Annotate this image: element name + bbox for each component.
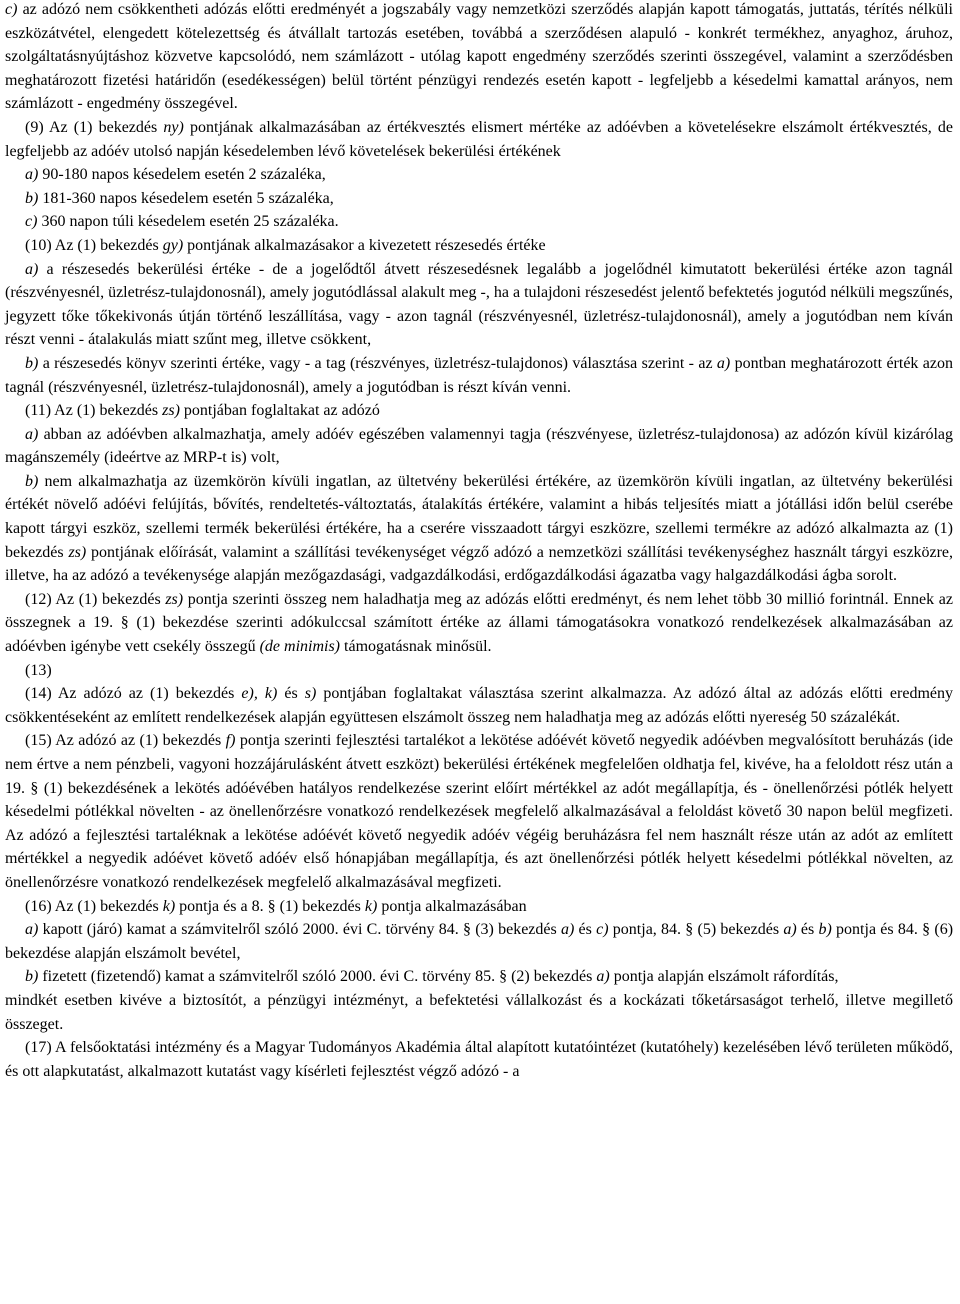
italic-reference: (de minimis) <box>259 638 341 656</box>
paragraph-8c <box>5 0 953 116</box>
text-run: és <box>796 921 819 939</box>
italic-reference: f) <box>225 732 236 750</box>
italic-reference: a) <box>25 260 39 278</box>
text-run: pontjának alkalmazásakor a kivezetett részesedés értéke <box>183 236 546 254</box>
italic-reference: zs) <box>68 543 87 561</box>
list-item-11a <box>5 423 953 470</box>
italic-reference: a) <box>25 166 39 184</box>
italic-reference: k) <box>364 897 378 915</box>
text-run: az adózó nem csökkentheti adózás előtti eredményét a jogszabály vagy nemzetközi szerződés alapján kapott támogatás, juttatás, térítés nélküli eszközátvétel, elengedett kötelezettség és átvállalt tartozás esetében, továbbá a szerződésen alapuló - konkrét termékhez, anyaghoz, áruhoz, szolgáltatásnyújtáshoz közvetve kapcsolódó, nem számlázott - utólag kapott engedmény szerződés szerinti összegével, valamint a szerződésben meghatározott fizetési határidőn (esedékességen) belül történt pénzügyi rendezés esetén kapott - legfeljebb a késedelmi kamattal arányos, nem számlázott - engedmény összegével. <box>5 1 953 113</box>
text-run: (14) Az adózó az (1) bekezdés <box>25 685 242 703</box>
italic-reference: a) <box>560 921 575 939</box>
italic-reference: a) <box>596 968 610 986</box>
text-run: támogatásnak minősül. <box>340 638 492 656</box>
paragraph-11 <box>5 399 953 423</box>
italic-reference: a) <box>716 354 731 372</box>
text-run: fizetett (fizetendő) kamat a számvitelről szóló 2000. évi C. törvény 85. § (2) bekezdés <box>38 968 597 986</box>
text-run: abban az adóévben alkalmazhatja, amely adóév egészében valamennyi tagja (részvényese, üzletrész-tulajdonosa) az adózón kívül kizárólag magánszemély (ideértve az MRP-t is) volt, <box>5 425 953 467</box>
list-item-9c <box>5 210 953 234</box>
paragraph-14 <box>5 682 953 729</box>
paragraph-9 <box>5 116 953 163</box>
text-run: 181-360 napos késedelem esetén 5 százaléka, <box>38 189 334 207</box>
text-run: (15) Az adózó az (1) bekezdés <box>25 732 226 750</box>
italic-reference: s) <box>304 685 317 703</box>
list-item-11b <box>5 470 953 588</box>
text-run: 90-180 napos késedelem esetén 2 százaléka, <box>38 166 326 184</box>
paragraph-13 <box>5 659 953 683</box>
text-run: (16) Az (1) bekezdés <box>25 897 163 915</box>
text-run: a részesedés könyv szerinti értéke, vagy - a tag (részvényes, üzletrész-tulajdonos) választása szerint - az <box>38 354 717 372</box>
paragraph-16-closing <box>5 989 953 1036</box>
text-run: (17) A felsőoktatási intézmény és a Magyar Tudományos Akadémia által alapított kutatóintézet (kutatóhely) kezelésében lévő területen működő, és ott alapkutatást, alkalmazott kutatást vagy kísérleti fejlesztést végző adózó - a <box>5 1039 953 1080</box>
list-item-9b <box>5 187 953 211</box>
italic-reference: b) <box>25 189 39 207</box>
text-run: pontja szerinti összeg nem haladhatja meg az adózás előtti eredményt, és nem lehet több 30 millió forintnál. Ennek az összegnek a 19. § (1) bekezdése szerinti adókulccsal számított értéke az állami támogatásokra vonatkozó rendelkezések alkalmazásában az adóévben igénybe vett csekély összegű <box>5 590 954 656</box>
text-run: pontban meghatározott érték azon tagnál (részvényesnél, üzletrész-tulajdonosnál), amely a jogutódban is részt kíván venni. <box>5 354 953 396</box>
paragraph-15 <box>5 729 953 894</box>
italic-reference: a) <box>783 921 797 939</box>
text-run: és <box>574 921 597 939</box>
text-run: (10) Az (1) bekezdés <box>25 236 163 254</box>
italic-reference: b) <box>818 921 832 939</box>
italic-reference: zs) <box>162 402 180 420</box>
italic-reference: c) <box>596 921 609 939</box>
text-run: pontja és 84. § (6) bekezdése alapján elszámolt bevétel, <box>5 921 954 962</box>
paragraph-12 <box>5 588 953 659</box>
text-run: kapott (járó) kamat a számvitelről szóló 2000. évi C. törvény 84. § (3) bekezdés <box>38 921 561 939</box>
text-run: pontjában foglaltakat választása szerint alkalmazza. Az adózó által az adózás előtti eredmény csökkentéseként az említett rendelkezések alapján együttesen elszámolt összeg nem haladhatja meg az adózás előtti nyereség 50 százalékát. <box>5 685 954 726</box>
list-item-10a <box>5 258 953 352</box>
italic-reference: b) <box>25 968 39 986</box>
text-run: pontjának alkalmazásában az értékvesztés elismert mértéke az adóévben a követelésekre elszámolt értékvesztés, de legfeljebb az adóév utolsó napján késedelemben lévő követelések bekerülési értékének <box>5 118 954 160</box>
italic-reference: b) <box>25 472 39 490</box>
list-item-10b <box>5 352 953 399</box>
text-run: (12) Az (1) bekezdés <box>25 590 166 608</box>
italic-reference: a) <box>25 921 39 939</box>
text-run: pontja szerinti fejlesztési tartalékot a lekötése adóévét követő negyedik adóévben megvalósított beruházás (ide nem értve a nem pénzbeli, vagyoni hozzájárulásként átvett eszközt) bekerülési értékének megfelelően oldhatja fel, kivéve, ha a feloldott rész után a 19. § (1) bekezdésének a lekötés adóévében hatályos rendelkezése szerint előírt mértékkel az adót megállapítja, és - önellenőrzési pótlék helyett késedelmi pótlékkal növelten - az önellenőrzésre vonatkozó rendelkezések megfelelő alkalmazásával a feloldást követő 30 napon belül megfizeti. Az adózó a fejlesztési tartaléknak a lekötése adóévét követő negyedik adóév végéig beruházásra fel nem használt része után az adót az említett mértékkel a negyedik adóévet követő adóév első hónapjában megállapítja, és azt önellenőrzési pótlék helyett késedelmi pótlékkal növelten, az önellenőrzésre vonatkozó rendelkezések megfelelő alkalmazásával megfizeti. <box>5 732 953 891</box>
text-run: pontja és a 8. § (1) bekezdés <box>175 897 365 915</box>
text-run: 360 napon túli késedelem esetén 25 százaléka. <box>37 213 339 231</box>
paragraph-16 <box>5 895 953 919</box>
italic-reference: c) <box>25 213 38 231</box>
text-run: mindkét esetben kivéve a biztosítót, a pénzügyi intézményt, a befektetési vállalkozást és a kockázati tőketársaságot terhelő, illetve megillető összeget. <box>5 991 953 1033</box>
text-run: pontjának előírását, valamint a szállítási tevékenységet végző adózó a nemzetközi szállítási tevékenységhez használt tárgyi eszközre, illetve, ha az adózó a tevékenysége alapján mezőgazdasági, vadgazdálkodási, erdőgazdálkodási ágazatba vagy halgazdálkodási ágba sorolt. <box>5 543 953 585</box>
italic-reference: a) <box>25 425 39 443</box>
text-run: pontjában foglaltakat az adózó <box>179 402 380 420</box>
text-run: pontja alkalmazásában <box>377 897 527 915</box>
italic-reference: gy) <box>162 236 184 254</box>
italic-reference: e), k) <box>241 685 278 703</box>
italic-reference: k) <box>162 897 176 915</box>
italic-reference: ny) <box>163 118 184 136</box>
text-run: nem alkalmazhatja az üzemkörön kívüli ingatlan, az ültetvény bekerülési értékére, az üzemkörön kívüli ingatlan, az ültetvény bekerülési értékét növelő adóévi felújítás, bővítés, rendeltetés-változtatás, átalakítás értékére, valamint a hibás teljesítés miatt a jótállási időn belül cserébe kapott tárgyi eszköz, szellemi termék bekerülési értékére, ha a cserére visszaadott tárgyi eszközre, szellemi termékre az adózó alkalmazta az (1) bekezdés <box>5 472 953 561</box>
text-run: és <box>277 685 305 703</box>
text-run: pontja, 84. § (5) bekezdés <box>608 921 784 939</box>
list-item-9a <box>5 163 953 187</box>
list-item-16b <box>5 965 953 989</box>
text-run: (9) Az (1) bekezdés <box>25 118 164 136</box>
text-run: pontja alapján elszámolt ráfordítás, <box>609 968 839 986</box>
italic-reference: zs) <box>165 590 184 608</box>
paragraph-17 <box>5 1036 953 1083</box>
list-item-16a <box>5 918 953 965</box>
text-run: a részesedés bekerülési értéke - de a jogelődtől átvett részesedésnek legalább a jogelődnél kimutatott bekerülési értéke azon tagnál (részvényesnél, üzletrész-tulajdonosnál), amely jogutódlással alakult meg -, ha a tulajdoni részesedést jelentő befektetés jogutód nélküli megszűnés, jegyzett tőke tőkekivonás útján történő leszállítása, vagy - azon tagnál (részvényesnél, üzletrész-tulajdonosnál), amely a jogutódban nem kíván részt venni - átalakulás miatt szűnt meg, illetve csökkent, <box>5 260 953 349</box>
italic-reference: b) <box>25 354 39 372</box>
paragraph-10 <box>5 234 953 258</box>
italic-reference: c) <box>5 1 18 18</box>
text-run: (13) <box>25 661 52 679</box>
text-run: (11) Az (1) bekezdés <box>25 402 163 420</box>
